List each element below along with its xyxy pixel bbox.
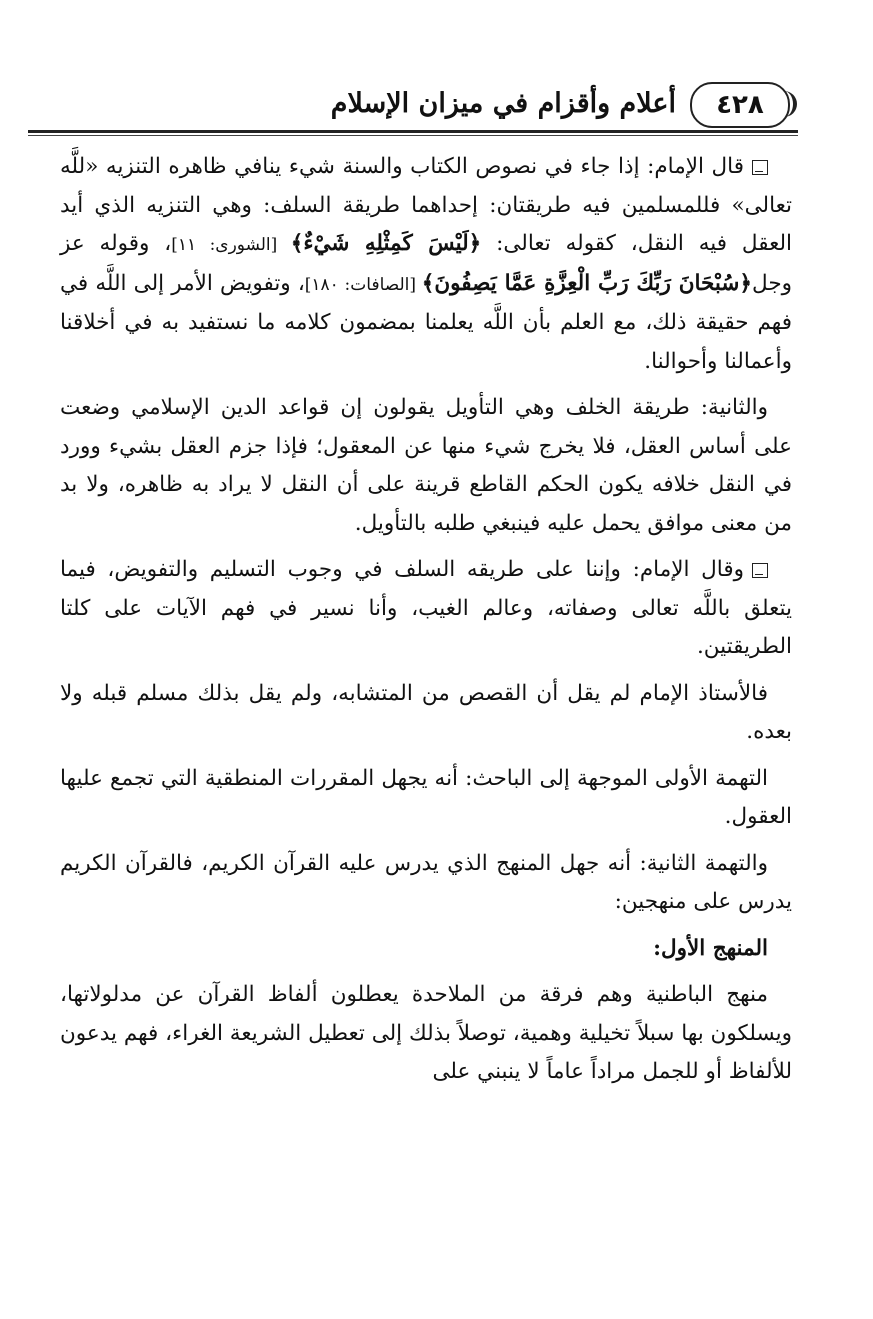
para-text: فالأستاذ الإمام لم يقل أن القصص من المتشابه، ولم يقل بذلك مسلم قبله ولا بعده. bbox=[60, 680, 792, 744]
verse-reference: [الصافات: ١٨٠] bbox=[304, 274, 422, 295]
header-rule bbox=[28, 130, 798, 133]
running-title: أعلام وأقزام في ميزان الإسلام bbox=[330, 88, 676, 119]
square-bullet-icon bbox=[752, 160, 768, 175]
paragraph-ustadh bbox=[60, 675, 792, 752]
para-text: والثانية: طريقة الخلف وهي التأويل يقولون إن قواعد الدين الإسلامي وضعت على أساس العقل، فلا يخرج شيء منها عن المعقول؛ فإذا جزم العقل بشيء وورد في النقل خلافه يكون الحكم القاطع قرينة على أن النقل لا يراد به ظاهره، ولا بد من معنى موافق يحمل عليه فينبغي طلبه بالتأويل. bbox=[60, 395, 792, 536]
page-body bbox=[60, 148, 792, 1100]
section-heading bbox=[60, 930, 792, 969]
paragraph-first-accusation bbox=[60, 760, 792, 837]
para-text: وقال الإمام: وإننا على طريقه السلف في وجوب التسليم والتفويض، فيما يتعلق باللَّه تعالى وصفاته، وعالم الغيب، وأنا نسير في فهم الآيات على كلتا الطريقتين. bbox=[60, 557, 792, 659]
para-text: ، وقوله عز وجل bbox=[60, 231, 792, 296]
paragraph-imam-quote-2 bbox=[60, 551, 792, 667]
para-text: والتهمة الثانية: أنه جهل المنهج الذي يدرس عليه القرآن الكريم، فالقرآن الكريم يدرس على منهجين: bbox=[60, 850, 792, 914]
quran-verse: ﴿لَيْسَ كَمِثْلِهِ شَيْءٌ﴾ bbox=[290, 231, 482, 256]
heading-text: المنهج الأول: bbox=[653, 935, 768, 961]
para-text: قال الإمام: إذا جاء في نصوص الكتاب والسنة شيء ينافي ظاهره التنزيه «للَّه تعالى» فللمسلمين فيه طريقتان: إحداهما طريقة السلف: وهي التنزيه الذي أيد العقل فيه النقل، كقوله تعالى: bbox=[60, 154, 792, 256]
page-header bbox=[28, 78, 798, 130]
paragraph-second-accusation bbox=[60, 845, 792, 922]
paragraph-second-method bbox=[60, 389, 792, 543]
verse-reference: [الشورى: ١١] bbox=[171, 235, 291, 255]
para-text: التهمة الأولى الموجهة إلى الباحث: أنه يجهل المقررات المنطقية التي تجمع عليها العقول. bbox=[60, 765, 792, 829]
page-number: ٤٢٨ bbox=[690, 82, 790, 128]
square-bullet-icon bbox=[752, 563, 768, 578]
paragraph-imam-quote-1 bbox=[60, 148, 792, 381]
paragraph-batiniyya bbox=[60, 976, 792, 1092]
para-text: ، وتفويض الأمر إلى اللَّه في فهم حقيقة ذلك، مع العلم بأن اللَّه يعلمنا بمضمون كلامه ما نستفيد به في أخلاقنا وأعمالنا وأحوالنا. bbox=[60, 270, 792, 374]
quran-verse: ﴿سُبْحَانَ رَبِّكَ رَبِّ الْعِزَّةِ عَمَّا يَصِفُونَ﴾ bbox=[421, 270, 753, 296]
para-text: منهج الباطنية وهم فرقة من الملاحدة يعطلون ألفاظ القرآن عن مدلولاتها، ويسلكون بها سبلاً تخيلية وهمية، توصلاً بذلك إلى تعطيل الشريعة الغراء، فهم يدعون للألفاظ أو للجمل مراداً عاماً لا ينبني على bbox=[60, 982, 792, 1084]
